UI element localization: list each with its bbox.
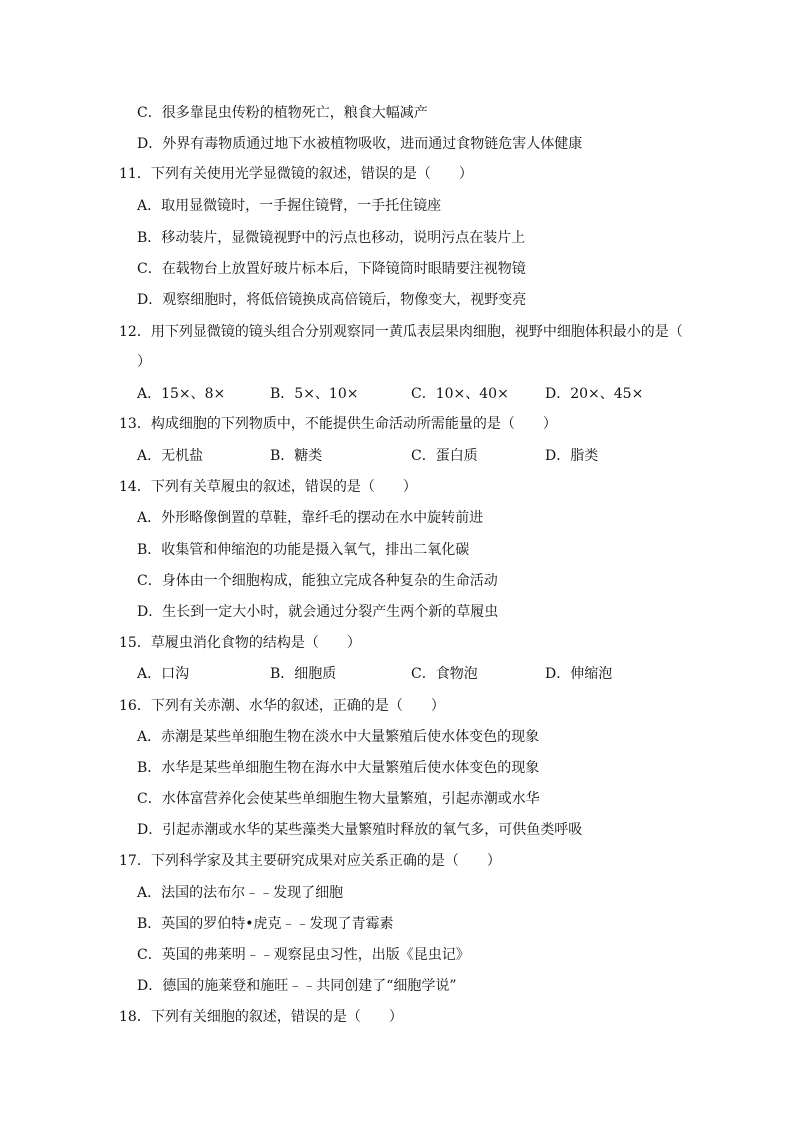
q11-option-b: B．移动装片，显微镜视野中的污点也移动，说明污点在装片上	[137, 230, 526, 246]
q14-option-a: A．外形略像倒置的草鞋，靠纤毛的摆动在水中旋转前进	[137, 510, 484, 526]
q15-option-b: B．细胞质	[270, 666, 337, 682]
q15-option-a: A．口沟	[137, 666, 190, 682]
q16-option-d: D．引起赤潮或水华的某些藻类大量繁殖时释放的氧气多，可供鱼类呼吸	[137, 822, 583, 838]
q17-option-b: B．英国的罗伯特•虎克﹣﹣发现了青霉素	[137, 916, 394, 932]
q13-option-a: A．无机盐	[137, 448, 204, 464]
q10-option-d: D．外界有毒物质通过地下水被植物吸收，进而通过食物链危害人体健康	[137, 136, 583, 152]
q15-option-d: D．伸缩泡	[545, 666, 613, 682]
q10-option-c: C．很多靠昆虫传粉的植物死亡，粮食大幅减产	[137, 105, 428, 121]
q14-option-d: D．生长到一定大小时，就会通过分裂产生两个新的草履虫	[137, 604, 499, 620]
q11-option-a: A．取用显微镜时，一手握住镜臂，一手托住镜座	[137, 198, 442, 214]
q14-option-b: B．收集管和伸缩泡的功能是摄入氧气，排出二氧化碳	[137, 542, 470, 558]
q13-option-b: B．糖类	[270, 448, 323, 464]
q12-stem: 12．用下列显微镜的镜头组合分别观察同一黄瓜表层果肉细胞，视野中细胞体积最小的是（	[119, 324, 683, 340]
q12-option-a: A．15×、8×	[137, 386, 226, 402]
q16-option-a: A．赤潮是某些单细胞生物在淡水中大量繁殖后使水体变色的现象	[137, 729, 540, 745]
q13-option-c: C．蛋白质	[411, 448, 478, 464]
q17-option-a: A．法国的法布尔﹣﹣发现了细胞	[137, 885, 344, 901]
q16-stem: 16．下列有关赤潮、水华的叙述，正确的是（ ）	[119, 698, 445, 714]
q11-stem: 11．下列有关使用光学显微镜的叙述，错误的是（ ）	[119, 166, 473, 182]
q18-stem: 18．下列有关细胞的叙述，错误的是（ ）	[119, 1009, 403, 1025]
q17-stem: 17．下列科学家及其主要研究成果对应关系正确的是（ ）	[119, 853, 501, 869]
q14-stem: 14．下列有关草履虫的叙述，错误的是（ ）	[119, 479, 417, 495]
q17-option-d: D．德国的施莱登和施旺﹣﹣共同创建了“细胞学说”	[137, 978, 457, 994]
q11-option-c: C．在载物台上放置好玻片标本后，下降镜筒时眼睛要注视物镜	[137, 261, 526, 277]
q11-option-d: D．观察细胞时，将低倍镜换成高倍镜后，物像变大，视野变亮	[137, 292, 527, 308]
q14-option-c: C．身体由一个细胞构成，能独立完成各种复杂的生命活动	[137, 573, 498, 589]
q16-option-b: B．水华是某些单细胞生物在海水中大量繁殖后使水体变色的现象	[137, 760, 540, 776]
q12-option-d: D．20×、45×	[545, 386, 644, 402]
q15-option-c: C．食物泡	[411, 666, 478, 682]
q12-option-c: C．10×、40×	[411, 386, 509, 402]
q16-option-c: C．水体富营养化会使某些单细胞生物大量繁殖，引起赤潮或水华	[137, 791, 540, 807]
q12-option-b: B．5×、10×	[270, 386, 359, 402]
q12-stem-continuation: ）	[137, 354, 151, 370]
q13-stem: 13．构成细胞的下列物质中，不能提供生命活动所需能量的是（ ）	[119, 416, 557, 432]
q13-option-d: D．脂类	[545, 448, 599, 464]
q15-stem: 15．草履虫消化食物的结构是（ ）	[119, 635, 361, 651]
q17-option-c: C．英国的弗莱明﹣﹣观察昆虫习性，出版《昆虫记》	[137, 947, 470, 963]
